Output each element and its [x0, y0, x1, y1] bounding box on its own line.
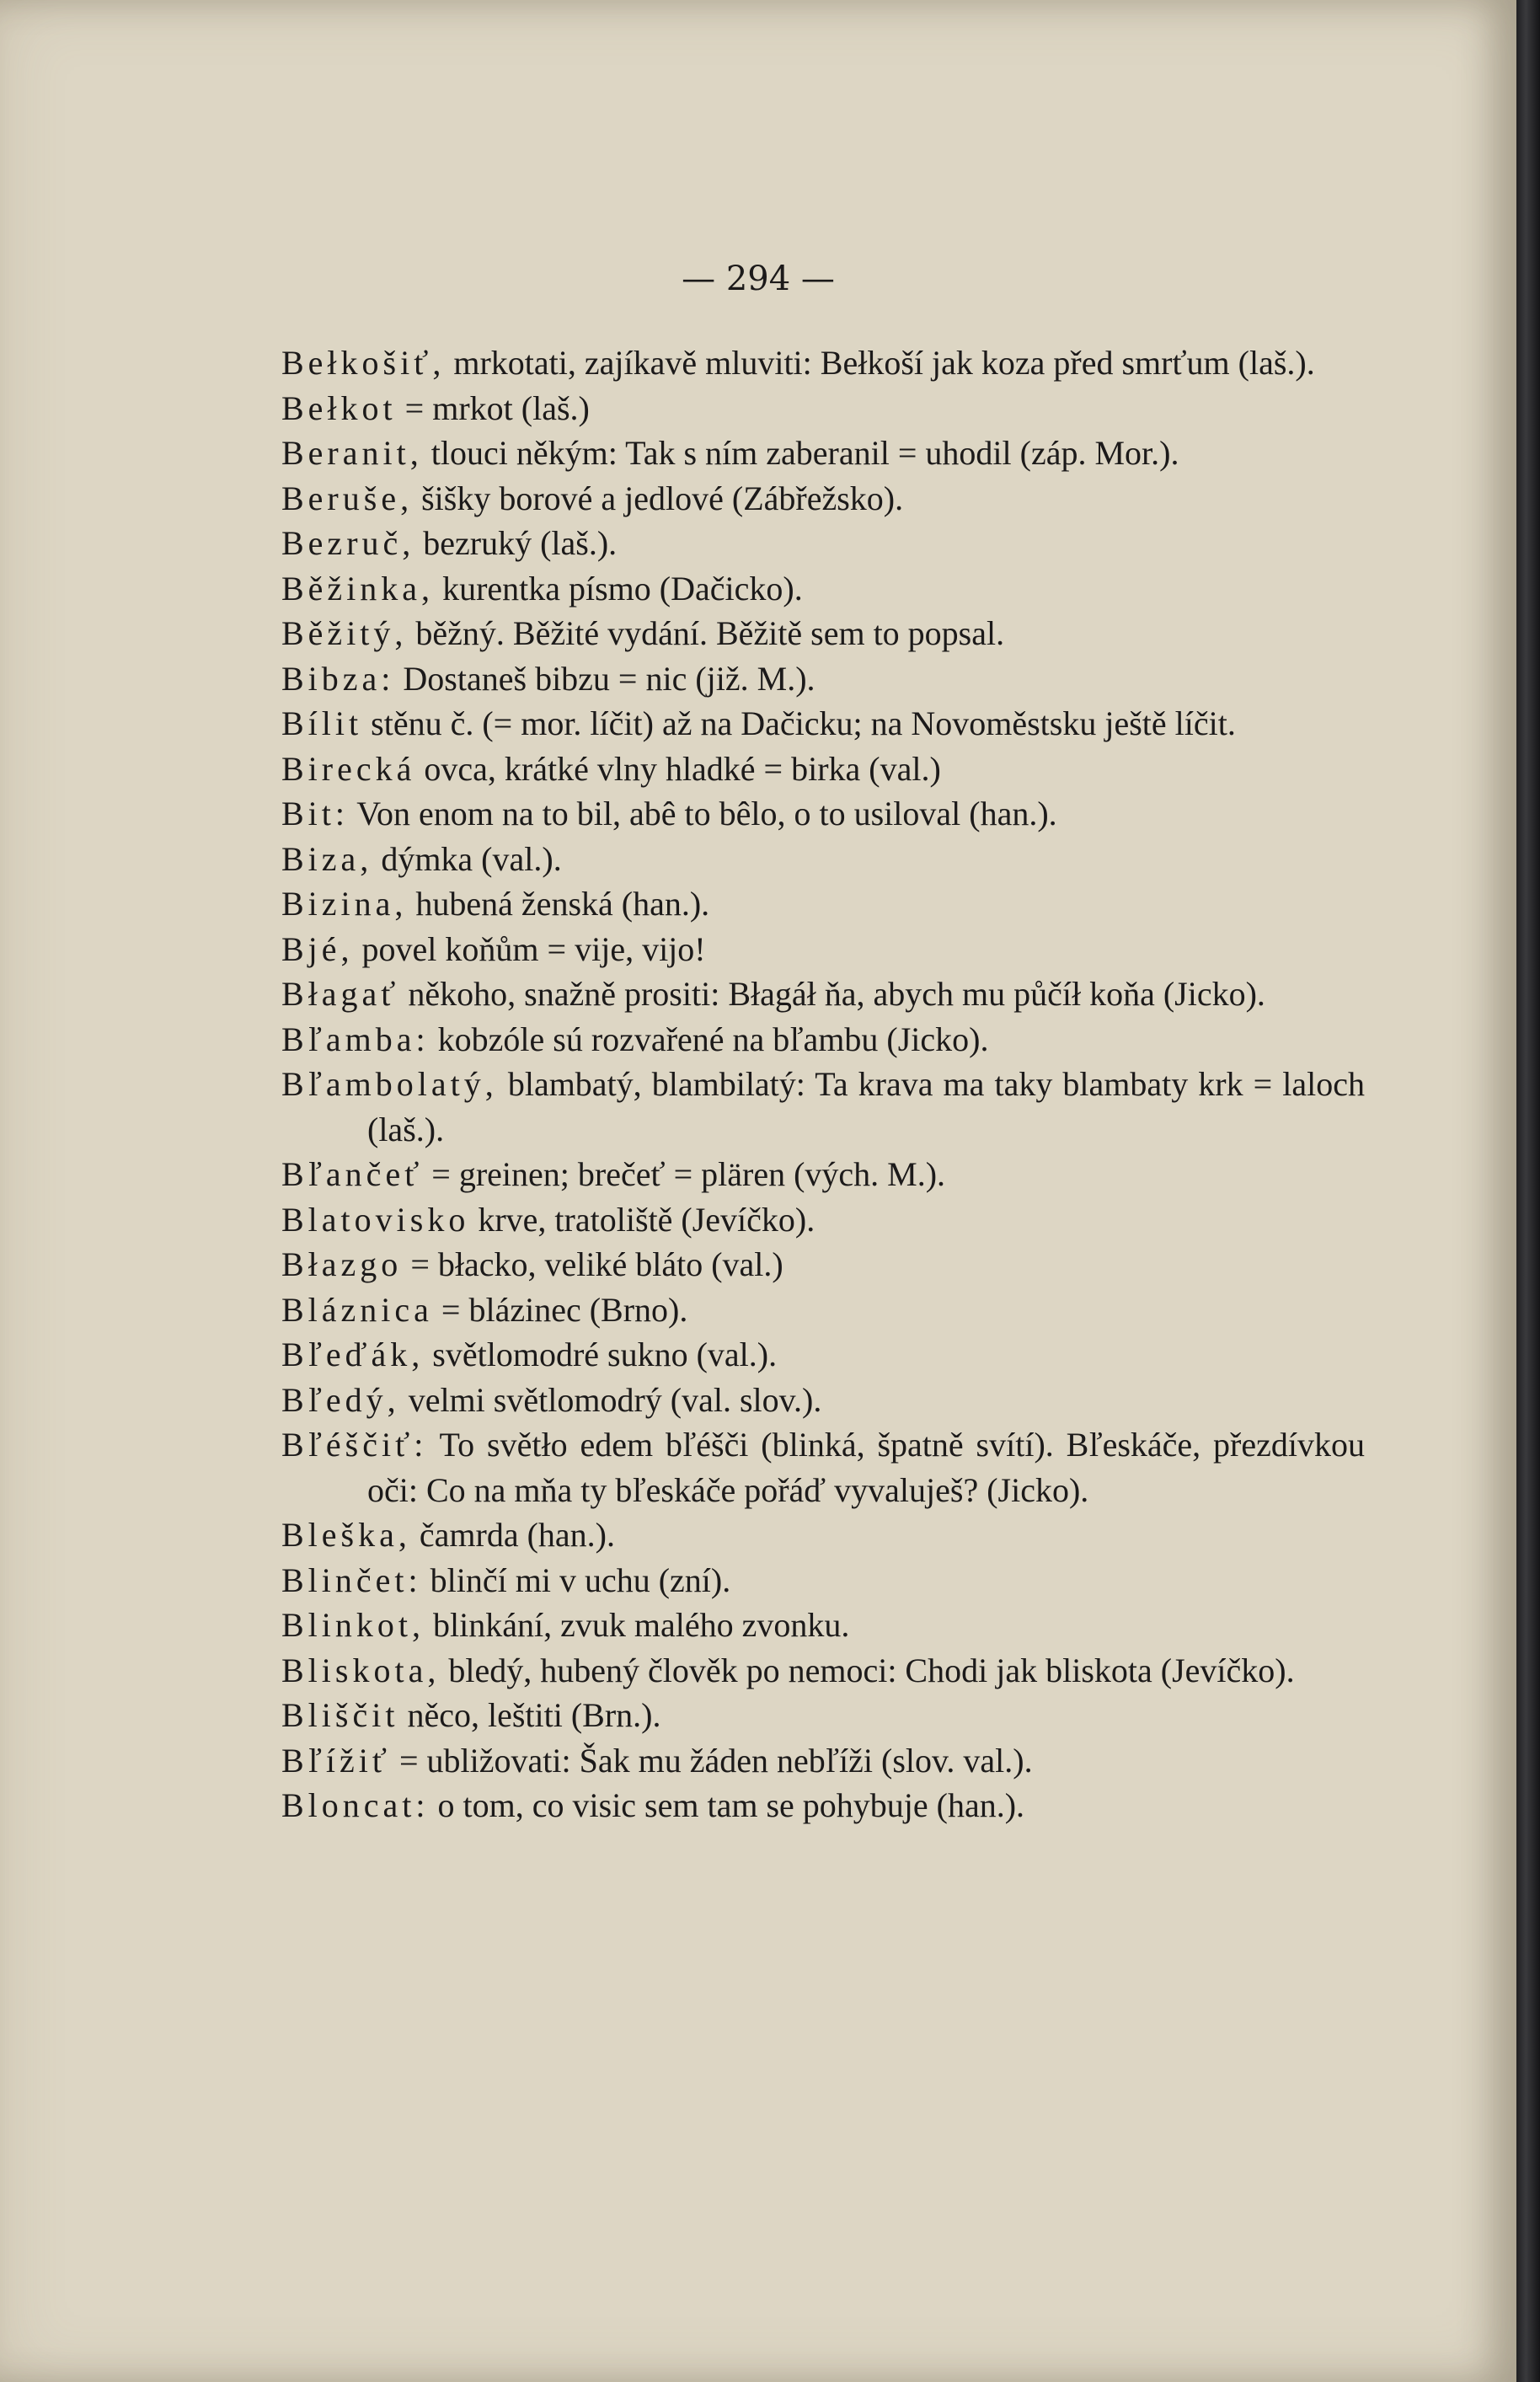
entry-headword: Blinkot, — [281, 1606, 425, 1644]
entry-text: krve, tratoliště (Jevíčko). — [469, 1200, 815, 1239]
entry-text: ovca, krátké vlny hladké = birka (val.) — [415, 749, 941, 788]
entry-headword: Bľéščiť: — [281, 1426, 428, 1464]
entry-text: = blázinec (Brno). — [432, 1290, 688, 1329]
page-number: — 294 — — [682, 260, 835, 298]
entry-text: stěnu č. (= mor. líčit) až na Dačicku; na Novoměstsku ještě líčit. — [362, 704, 1236, 742]
dictionary-entry — [281, 1512, 1365, 1558]
entry-text: dýmka (val.). — [372, 839, 562, 878]
entry-text: něco, leštiti (Brn.). — [398, 1696, 661, 1734]
entry-headword: Bit: — [281, 795, 350, 832]
entry-headword: Beruše, — [281, 479, 414, 517]
entry-text: mrkotati, zajíkavě mluviti: Bełkoší jak koza před smrťum (laš.). — [445, 344, 1315, 382]
dictionary-entry — [281, 881, 1365, 927]
dictionary-entry — [281, 1378, 1365, 1423]
entry-headword: Bľambolatý, — [281, 1065, 498, 1103]
entry-headword: Bjé, — [281, 929, 354, 968]
entry-text: bezruký (laš.). — [414, 524, 618, 562]
dictionary-entry — [281, 521, 1365, 566]
entry-text: blambatý, blambilatý: Ta krava ma taky blambaty krk = laloch (laš.). — [367, 1065, 1365, 1148]
dictionary-entry — [281, 1693, 1365, 1738]
dictionary-entry — [281, 1197, 1365, 1243]
entry-text: Von enom na to bil, abê to bêlo, o to usiloval (han.). — [349, 795, 1057, 832]
entry-headword: Běžinka, — [281, 569, 435, 608]
entry-headword: Bibza: — [281, 659, 395, 698]
dictionary-entry — [281, 1062, 1365, 1152]
entry-text: šišky borové a jedlové (Zábřežsko). — [413, 479, 904, 517]
entry-text: čamrda (han.). — [410, 1516, 615, 1554]
entry-text: povel koňům = vije, vijo! — [353, 929, 706, 968]
entry-text: o tom, co visic sem tam se pohybuje (han.). — [429, 1786, 1025, 1824]
dictionary-entry — [281, 701, 1365, 747]
entry-headword: Bľančeť — [281, 1155, 424, 1193]
dictionary-entry — [281, 1422, 1365, 1512]
dictionary-entry — [281, 791, 1365, 837]
entry-headword: Bleška, — [281, 1516, 411, 1554]
entry-headword: Biza, — [281, 839, 373, 878]
entry-headword: Bliščit — [281, 1696, 399, 1734]
entry-headword: Běžitý, — [281, 614, 408, 652]
entry-text: = błacko, veliké bláto (val.) — [402, 1245, 783, 1283]
entry-headword: Błagať — [281, 975, 400, 1013]
entry-text: = mrkot (laš.) — [396, 388, 590, 427]
dictionary-entry — [281, 656, 1365, 702]
entry-text: = ubližovati: Šak mu žáden nebľíži (slov. val.). — [391, 1741, 1033, 1780]
dictionary-entry — [281, 1332, 1365, 1378]
entry-headword: Bełkot — [281, 388, 397, 427]
entry-headword: Bizina, — [281, 885, 408, 923]
dictionary-entry — [281, 1783, 1365, 1828]
entry-text: blinčí mi v uchu (zní). — [421, 1560, 731, 1599]
entry-headword: Bláznica — [281, 1290, 433, 1329]
entry-headword: Bliskota, — [281, 1651, 441, 1689]
dictionary-entry — [281, 1287, 1365, 1333]
dictionary-entry — [281, 386, 1365, 431]
dictionary-entries — [281, 340, 1365, 1828]
entry-headword: Bľeďák, — [281, 1336, 425, 1373]
entry-headword: Bloncat: — [281, 1786, 430, 1824]
entry-text: hubená ženská (han.). — [407, 885, 710, 923]
dictionary-entry — [281, 1017, 1365, 1063]
entry-headword: Błazgo — [281, 1245, 403, 1283]
dictionary-entry — [281, 1603, 1365, 1648]
dictionary-entry — [281, 611, 1365, 656]
book-edge — [1516, 0, 1540, 2382]
entry-headword: Blinčet: — [281, 1560, 422, 1599]
entry-headword: Bľížiť — [281, 1741, 391, 1780]
entry-headword: Blatovisko — [281, 1200, 470, 1239]
entry-headword: Beranit, — [281, 434, 423, 472]
entry-headword: Bełkošiť, — [281, 344, 446, 382]
entry-text: kobzóle sú rozvařené na bľambu (Jicko). — [429, 1020, 989, 1058]
dictionary-entry — [281, 476, 1365, 522]
entry-headword: Bílit — [281, 704, 363, 742]
entry-text: = greinen; brečeť = plären (vých. M.). — [423, 1155, 946, 1193]
entry-text: tlouci někým: Tak s ním zaberanil = uhodil (záp. Mor.). — [422, 434, 1179, 472]
dictionary-entry — [281, 927, 1365, 972]
entry-text: To světło edem bľéšči (blinká, špatně svítí). Bľeskáče, přezdívkou oči: Co na mňa ty bľeskáče pořáď vyvaluješ? (Jicko). — [367, 1426, 1365, 1509]
entry-headword: Bezruč, — [281, 524, 415, 562]
dictionary-entry — [281, 431, 1365, 476]
dictionary-entry — [281, 566, 1365, 612]
entry-text: velmi světlomodrý (val. slov.). — [399, 1380, 822, 1419]
dictionary-entry — [281, 972, 1365, 1017]
dictionary-entry — [281, 837, 1365, 882]
entry-text: někoho, snažně prositi: Błagáł ňa, abych mu půčíł koňa (Jicko). — [399, 975, 1265, 1013]
dictionary-entry — [281, 1242, 1365, 1287]
dictionary-entry — [281, 747, 1365, 792]
entry-text: běžný. Běžité vydání. Běžitě sem to popsal. — [407, 614, 1005, 652]
entry-headword: Birecká — [281, 749, 416, 788]
dictionary-entry — [281, 1648, 1365, 1694]
entry-headword: Bľedý, — [281, 1380, 400, 1419]
dictionary-entry — [281, 1152, 1365, 1197]
entry-text: světlomodré sukno (val.). — [424, 1336, 778, 1373]
entry-headword: Bľamba: — [281, 1020, 430, 1058]
entry-text: blinkání, zvuk malého zvonku. — [425, 1606, 850, 1644]
dictionary-entry — [281, 1558, 1365, 1603]
entry-text: Dostaneš bibzu = nic (již. M.). — [394, 659, 815, 698]
dictionary-entry — [281, 1738, 1365, 1784]
entry-text: bledý, hubený člověk po nemoci: Chodi jak bliskota (Jevíčko). — [440, 1651, 1295, 1689]
entry-text: kurentka písmo (Dačicko). — [434, 569, 803, 608]
dictionary-entry — [281, 340, 1365, 386]
